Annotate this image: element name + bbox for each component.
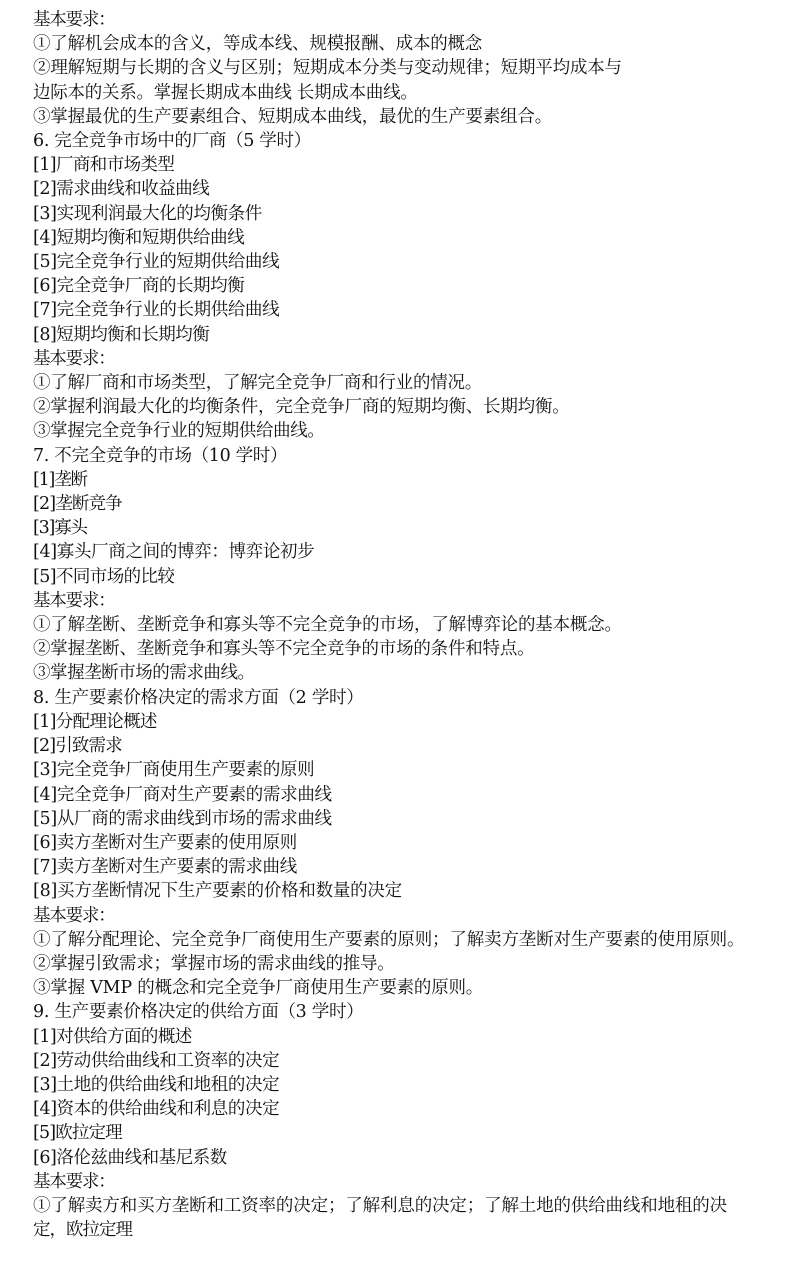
text-line: [1]分配理论概述 <box>33 711 157 732</box>
text-line: ②掌握利润最大化的均衡条件，完全竞争厂商的短期均衡、长期均衡。 <box>33 397 570 418</box>
text-line: 边际本的关系。掌握长期成本曲线 长期成本曲线。 <box>33 82 418 103</box>
text-line: ③掌握完全竞争行业的短期供给曲线。 <box>33 421 325 442</box>
text-line: [1]对供给方面的概述 <box>33 1026 192 1047</box>
text-line: [2]垄断竞争 <box>33 494 122 515</box>
text-line: [1]垄断 <box>33 469 87 490</box>
text-line: [6]卖方垄断对生产要素的使用原则 <box>33 832 297 853</box>
text-line: [4]寡头厂商之间的博弈：博弈论初步 <box>33 542 315 563</box>
text-line: 基本要求： <box>33 348 115 369</box>
text-line: ②掌握引致需求；掌握市场的需求曲线的推导。 <box>33 953 395 974</box>
text-line: [8]短期均衡和长期均衡 <box>33 324 210 345</box>
text-line: ①了解分配理论、完全竞争厂商使用生产要素的原则；了解卖方垄断对生产要素的使用原则。 <box>33 929 745 950</box>
text-line: ③掌握最优的生产要素组合、短期成本曲线，最优的生产要素组合。 <box>33 106 552 127</box>
text-line: 8. 生产要素价格决定的需求方面（2 学时） <box>33 687 364 708</box>
text-line: [2]劳动供给曲线和工资率的决定 <box>33 1050 280 1071</box>
text-line: [3]土地的供给曲线和地租的决定 <box>33 1074 280 1095</box>
text-line: 6. 完全竞争市场中的厂商（5 学时） <box>33 131 311 152</box>
text-line: [4]短期均衡和短期供给曲线 <box>33 227 245 248</box>
text-line: ③掌握 VMP 的概念和完全竞争厂商使用生产要素的原则。 <box>33 978 484 999</box>
text-line: [7]完全竞争行业的长期供给曲线 <box>33 300 280 321</box>
text-line: [7]卖方垄断对生产要素的需求曲线 <box>33 857 297 878</box>
text-line: 7. 不完全竞争的市场（10 学时） <box>33 445 288 466</box>
text-line: [1]厂商和市场类型 <box>33 155 175 176</box>
text-line: [3]寡头 <box>33 518 87 539</box>
text-line: [5]从厂商的需求曲线到市场的需求曲线 <box>33 808 332 829</box>
text-line: ②掌握垄断、垄断竞争和寡头等不完全竞争的市场的条件和特点。 <box>33 639 535 660</box>
text-line: [5]不同市场的比较 <box>33 566 175 587</box>
text-line: [3]实现利润最大化的均衡条件 <box>33 203 262 224</box>
text-line: 基本要求： <box>33 590 115 611</box>
text-line: ①了解厂商和市场类型，了解完全竞争厂商和行业的情况。 <box>33 373 483 394</box>
text-line: [2]需求曲线和收益曲线 <box>33 179 210 200</box>
text-line: [6]完全竞争厂商的长期均衡 <box>33 276 245 297</box>
text-line: [5]完全竞争行业的短期供给曲线 <box>33 252 280 273</box>
text-line: ①了解卖方和买方垄断和工资率的决定；了解利息的决定；了解土地的供给曲线和地租的决 <box>33 1195 727 1216</box>
text-line: ②理解短期与长期的含义与区别；短期成本分类与变动规律；短期平均成本与 <box>33 58 622 79</box>
text-line: ①了解机会成本的含义，等成本线、规模报酬、成本的概念 <box>33 34 483 55</box>
text-line: [2]引致需求 <box>33 736 122 757</box>
text-line: 定，欧拉定理 <box>33 1220 132 1241</box>
text-line: [6]洛伦兹曲线和基尼系数 <box>33 1147 227 1168</box>
text-line: 基本要求： <box>33 1171 115 1192</box>
text-line: [5]欧拉定理 <box>33 1123 122 1144</box>
text-line: [8]买方垄断情况下生产要素的价格和数量的决定 <box>33 881 402 902</box>
text-line: [3]完全竞争厂商使用生产要素的原则 <box>33 760 315 781</box>
text-line: 基本要求： <box>33 10 115 30</box>
text-line: [4]资本的供给曲线和利息的决定 <box>33 1099 280 1120</box>
text-line: ①了解垄断、垄断竞争和寡头等不完全竞争的市场，了解博弈论的基本概念。 <box>33 615 622 636</box>
text-line: 9. 生产要素价格决定的供给方面（3 学时） <box>33 1002 364 1023</box>
text-line: 基本要求： <box>33 905 115 926</box>
text-line: ③掌握垄断市场的需求曲线。 <box>33 663 255 684</box>
text-line: [4]完全竞争厂商对生产要素的需求曲线 <box>33 784 332 805</box>
